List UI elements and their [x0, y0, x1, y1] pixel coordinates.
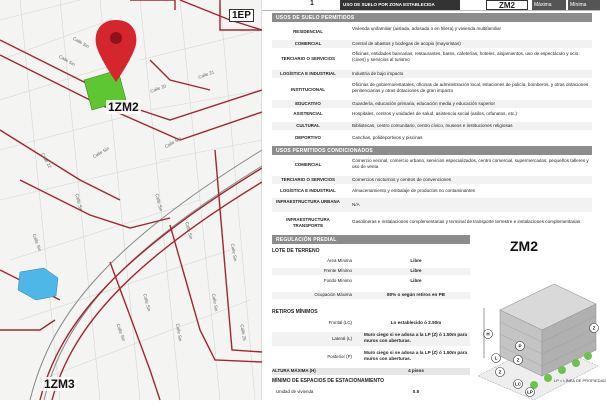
allowed-uses-title: USOS DE SUELO PERMITIDOS	[272, 13, 592, 22]
street-label: Calle Sin	[210, 293, 220, 312]
street-label: Calle 22	[39, 152, 53, 169]
row-value: Libre	[410, 258, 422, 263]
row-value: 80% o según retiros en PB	[387, 292, 445, 297]
row-value: Comercios nocturnos y centros de convenciones	[352, 177, 452, 182]
marker-h: H	[486, 331, 490, 337]
zoning-map[interactable]	[0, 0, 262, 400]
row-value: Libre	[410, 268, 422, 273]
street-label: Calle 25	[239, 323, 248, 342]
min-label: Mínima	[568, 0, 600, 10]
row-label: LOGÍSTICA E INDUSTRIAL	[280, 188, 336, 193]
street-label: Calle Sin	[31, 233, 43, 252]
parking-title: MÍNIMO DE ESPACIOS DE ESTACIONAMIENTO	[272, 378, 384, 384]
lot-row	[272, 268, 470, 275]
marker-l: L	[494, 355, 498, 361]
sheet-description: USO DE SUELO POR ZONA ESTABLECIDA	[340, 0, 460, 10]
row-label: Fondo Mínimo	[323, 278, 352, 283]
row-label: CULTURAL	[296, 123, 320, 128]
street-label: Calle Sin	[174, 323, 184, 342]
street-label: Calle Sin	[184, 221, 194, 240]
diagram-title: ZM2	[510, 238, 538, 254]
street-label: Calle 21	[197, 69, 215, 80]
row-label: LOGÍSTICA E INDUSTRIAL	[280, 71, 336, 76]
row-value: Hospitales, centros y unidades de salud, asistencia social (asilos, orfanatos, etc.)	[352, 111, 517, 116]
zoning-sheet	[262, 0, 606, 400]
sheet-number: 1	[310, 0, 314, 7]
row-value: Lo establecido ó 2.50m	[390, 320, 442, 325]
street-label: Calle 20	[149, 83, 167, 94]
row-value: Canchas, polideportivos y piscinas	[352, 135, 423, 140]
marker-lp: LP	[527, 389, 533, 395]
row-label: Unidad de vivienda	[276, 389, 314, 394]
row-value: Bibliotecas, centro comunitario, centro cívico, museos e instituciones religiosas	[352, 123, 513, 128]
row-value: Muro ciego si se adosa a la LP (Z) ó 1.50m para muros con aberturas.	[364, 350, 468, 361]
height-value: 4 pisos	[408, 368, 424, 373]
row-label: ASISTENCIAL	[293, 111, 323, 116]
row-value: Oficinas de gobierno/estatales, oficinas de administración local, estaciones de policía, bomberos, y otras dotaciones penitenciarias y otras dotaciones de gran impacto	[352, 82, 589, 93]
setback-row	[272, 350, 470, 364]
water-body	[18, 268, 58, 300]
row-value: Central de abastos y bodegas de acopio (mayoristas)	[352, 41, 461, 46]
row-value: Gasolineras e instalaciones complementarias y terminal de transporte terrestre e instalaciones complementarias	[352, 219, 581, 224]
conditioned-row	[272, 216, 592, 230]
zone-label-1zm3: 1ZM3	[44, 377, 75, 391]
street-label: Calle Sin	[229, 243, 239, 262]
parking-row	[272, 389, 470, 396]
allowed-row	[272, 26, 592, 38]
row-label: TERCIARIO O SERVICIOS	[281, 177, 335, 182]
marker-z3: Z	[498, 369, 502, 375]
row-label: Frente Mínimo	[323, 268, 352, 273]
row-label: INFRAESTRUCTURA TRANSPORTE	[286, 217, 330, 228]
allowed-row	[272, 110, 592, 118]
allowed-row	[272, 70, 592, 78]
height-row	[272, 368, 470, 375]
street-label: Calle Sin	[163, 135, 183, 150]
zone-label-1ep: 1EP	[229, 9, 254, 22]
row-label: TERCIARIO O SERVICIOS	[281, 56, 335, 61]
row-label: Posterior (P)	[327, 354, 352, 359]
row-label: Ocupación Máxima	[314, 292, 352, 297]
zone-code: ZM2	[486, 0, 528, 10]
row-value: Oficinas, entidades bancarias, restaurantes, bares, cafeterías, hoteles, alojamientos, uso de espectáculo y ocio (cines) y servicios al turismo	[352, 51, 579, 62]
row-label: Frontal (LC)	[328, 320, 352, 325]
row-label: Lateral (L)	[331, 336, 352, 341]
map-canvas	[0, 0, 262, 400]
location-marker-icon[interactable]	[96, 20, 137, 82]
row-label: INSTITUCIONAL	[291, 87, 325, 92]
allowed-row	[272, 122, 592, 130]
allowed-row	[272, 81, 592, 98]
row-label: COMERCIAL	[294, 162, 322, 167]
allowed-row	[272, 134, 592, 142]
marker-lc: LC	[515, 381, 521, 387]
allowed-row	[272, 50, 592, 68]
conditioned-uses-title: USOS PERMITIDOS CONDICIONADOS	[272, 146, 592, 155]
row-value: Libre	[410, 278, 422, 283]
row-value: Comercio vecinal, comercio urbano, servicios especializados, centro comercial, supermercados, pequeños talleres y uso de venta	[352, 158, 589, 169]
street-label: Calle Sin	[71, 35, 91, 50]
lot-title: LOTE DE TERRENO	[272, 248, 320, 254]
marker-z: Z	[516, 357, 520, 363]
street-label: Calle Sin	[115, 323, 127, 342]
allowed-row	[272, 100, 592, 108]
diagram-note: LP = LÍNEA DE PROPIEDAD	[554, 378, 606, 383]
street-label: Calle Sin	[142, 293, 152, 312]
row-value: Almacenamiento y embalaje de productos no contaminantes	[352, 188, 476, 193]
row-label: RESIDENCIAL	[293, 29, 323, 34]
row-label: DEPORTIVO	[295, 135, 321, 140]
street-label: Calle Sin	[91, 145, 111, 160]
row-value: Muro ciego si se adosa a la LP (Z) ó 1.50m para muros con aberturas.	[364, 332, 468, 343]
row-label: COMERCIAL	[294, 41, 322, 46]
row-label: Área Mínima	[327, 258, 352, 263]
street-label: Calle Sin	[154, 193, 164, 212]
row-label: INFRAESTRUCTURA URBANA	[276, 199, 340, 204]
zone-label-1zm2: 1ZM2	[108, 100, 139, 114]
conditioned-row	[272, 198, 592, 212]
setback-row	[272, 320, 470, 327]
conditioned-row	[272, 158, 592, 172]
row-value: 0.5	[412, 389, 420, 394]
conditioned-row	[272, 176, 592, 184]
sheet-header	[262, 0, 600, 11]
row-value: Guardería, educación primaria, educación media y educación superior	[352, 101, 495, 106]
predial-title: REGULACIÓN PREDIAL	[272, 235, 470, 244]
marker-z2: Z	[592, 325, 596, 331]
lot-row	[272, 278, 470, 285]
max-label: Máxima	[532, 0, 566, 10]
street-label: Calle Sin	[57, 53, 77, 68]
conditioned-row	[272, 187, 592, 195]
height-label: ALTURA MÁXIMA (H)	[272, 368, 316, 373]
row-value: N/A	[352, 202, 360, 207]
row-label: EDUCATIVO	[295, 101, 321, 106]
setback-row	[272, 332, 470, 346]
row-value: Industria de bajo impacto	[352, 71, 404, 76]
lot-row	[272, 258, 470, 265]
street-label: Calle Sin	[74, 193, 84, 212]
lot-row	[272, 292, 470, 299]
setbacks-title: RETIROS MÍNIMOS	[272, 309, 318, 315]
allowed-row	[272, 40, 592, 48]
marker-p: P	[518, 343, 522, 349]
row-value: Vivienda unifamiliar (aislada, adosada o en hilera) y vivienda multifamiliar	[352, 26, 502, 31]
